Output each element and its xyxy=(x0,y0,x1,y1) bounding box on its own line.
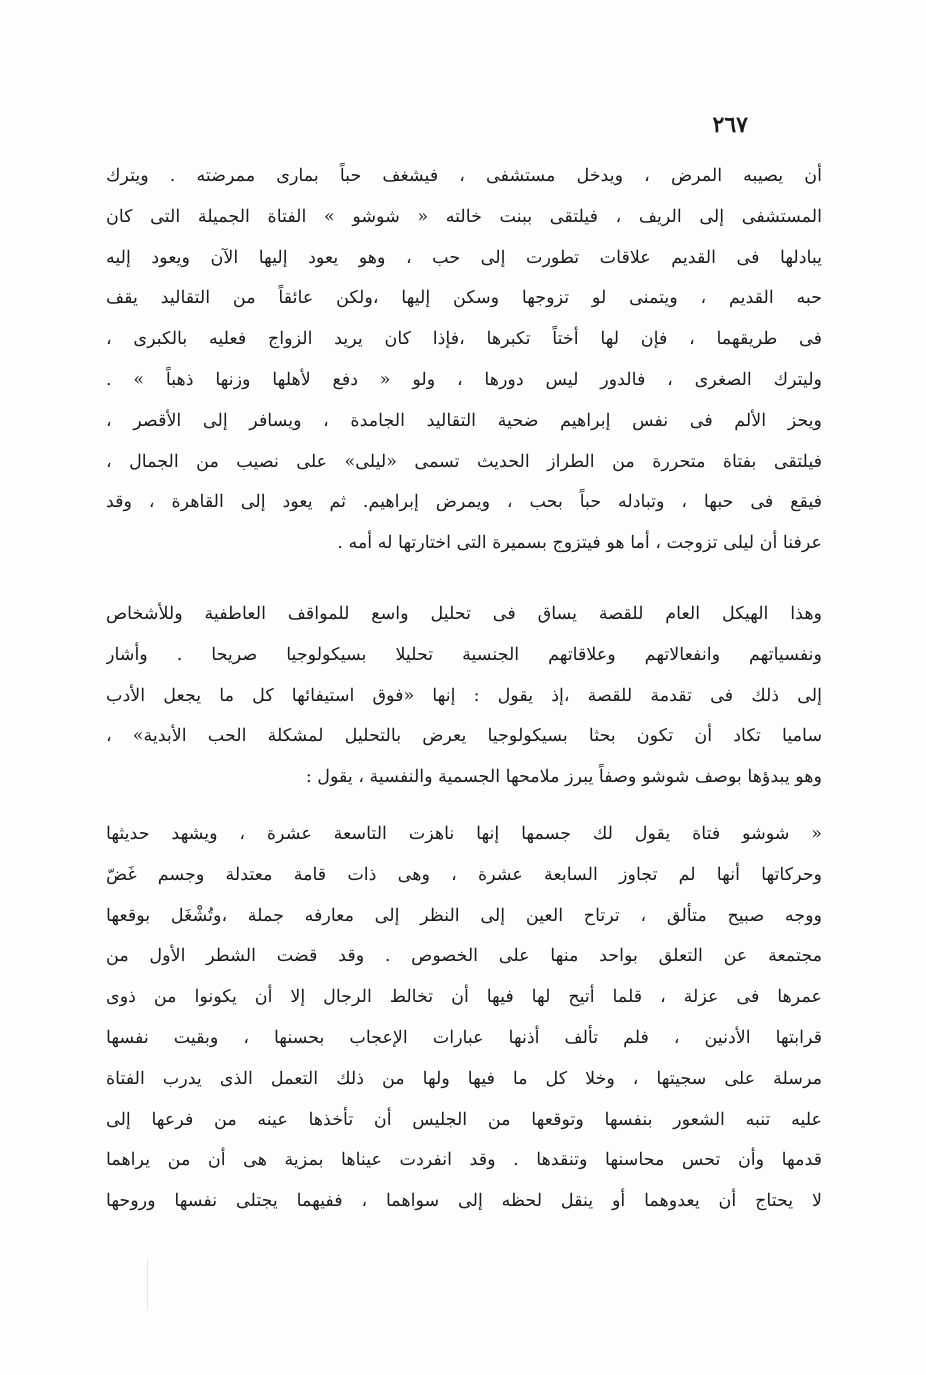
text-line: فى طريقهما ، فإن لها أختاً تكبرها ،فإذا كان يريد الزواج فعليه بالكبرى ، xyxy=(106,329,822,350)
text-line: وهو يبدؤها بوصف شوشو وصفاً يبرز ملامحها الجسمية والنفسية ، يقول : xyxy=(305,767,822,788)
text-line: مرسلة على سجيتها ، وخلا كل ما فيها ولها من ذلك التعمل الذى يدرب الفتاة xyxy=(106,1068,822,1089)
text-line: حبه القديم ، ويتمنى لو تزوجها وسكن إليها ،ولكن عائقاً من التقاليد يقف xyxy=(106,288,822,309)
paragraph-quotation xyxy=(106,814,822,1222)
text-line: وليترك الصغرى ، فالدور ليس دورها ، ولو « دفع لأهلها وزنها ذهباً » . xyxy=(106,369,822,390)
paragraph-plot-summary xyxy=(106,156,822,564)
text-line: ويحز الألم فى نفس إبراهيم ضحية التقاليد الجامدة ، ويسافر إلى الأقصر ، xyxy=(106,410,822,431)
text-line: عليه تنبه الشعور بنفسها وتوقعها من الجليس أن تأخذها عينه من فرعها إلى xyxy=(106,1109,822,1130)
scan-artifact xyxy=(147,1260,148,1310)
text-line: ونفسياتهم وانفعالاتهم وعلاقاتهم الجنسية تحليلا بسيكولوجيا صريحا . وأشار xyxy=(106,644,822,665)
text-line: إلى ذلك فى تقدمة للقصة ،إذ يقول : إنها «فوق استيفائها كل ما يجعل الأدب xyxy=(106,685,822,706)
text-line: وحركاتها أنها لم تجاوز السابعة عشرة ، وهى ذات قامة معتدلة وجسم غَضّ xyxy=(106,864,822,885)
text-line: ساميا تكاد أن تكون بحثا بسيكولوجيا يعرض بالتحليل لمشكلة الحب الأبدية» ، xyxy=(106,726,822,747)
paragraph-analysis xyxy=(106,594,822,798)
text-line: فيلتقى بفتاة متحررة من الطراز الحديث تسمى «ليلى» على نصيب من الجمال ، xyxy=(106,451,822,472)
text-line: يبادلها فى القديم علاقات تطورت إلى حب ، وهو يعود إليها الآن ويعود إليه xyxy=(106,247,822,268)
text-line: مجتمعة عن التعلق بواحد منها على الخصوص . وقد قضت الشطر الأول من xyxy=(106,946,822,967)
text-line: المستشفى إلى الريف ، فيلتقى ببنت خالته « شوشو » الفتاة الجميلة التى كان xyxy=(106,206,822,227)
text-line: قدمها وأن تحس محاسنها وتنقدها . وقد انفردت عيناها بمزية هى أن من يراهما xyxy=(106,1150,822,1171)
text-line: أن يصيبه المرض ، ويدخل مستشفى ، فيشغف حباً بمارى ممرضته . ويترك xyxy=(106,166,822,186)
text-line: وهذا الهيكل العام للقصة يساق فى تحليل واسع للمواقف العاطفية وللأشخاص xyxy=(106,604,822,624)
text-line: عمرها فى عزلة ، قلما أتيح لها فيها أن تخالط الرجال إلا أن يكونوا من ذوى xyxy=(106,987,822,1008)
text-line: عرفنا أن ليلى تزوجت ، أما هو فيتزوج بسميرة التى اختارتها له أمه . xyxy=(337,533,822,554)
text-line: فيقع فى حبها ، وتبادله حباً بحب ، ويمرض إبراهيم. ثم يعود إلى القاهرة ، وقد xyxy=(106,492,822,513)
text-line: « شوشو فتاة يقول لك جسمها إنها ناهزت التاسعة عشرة ، ويشهد حديثها xyxy=(106,824,822,844)
text-line: لا يحتاج أن يعدوهما أو ينقل لحظه إلى سواهما ، ففيهما يجتلى نفسها وروحها xyxy=(106,1191,822,1212)
text-line: قرابتها الأدنين ، فلم تألف أذنها عبارات الإعجاب بحسنها ، وبقيت نفسها xyxy=(106,1027,822,1048)
page-number: ٢٦٧ xyxy=(712,112,748,138)
text-line: ووجه صبيح متألق ، ترتاح العين إلى النظر إلى معارفه جملة ،وتُشْغَل بوقعها xyxy=(106,905,822,926)
